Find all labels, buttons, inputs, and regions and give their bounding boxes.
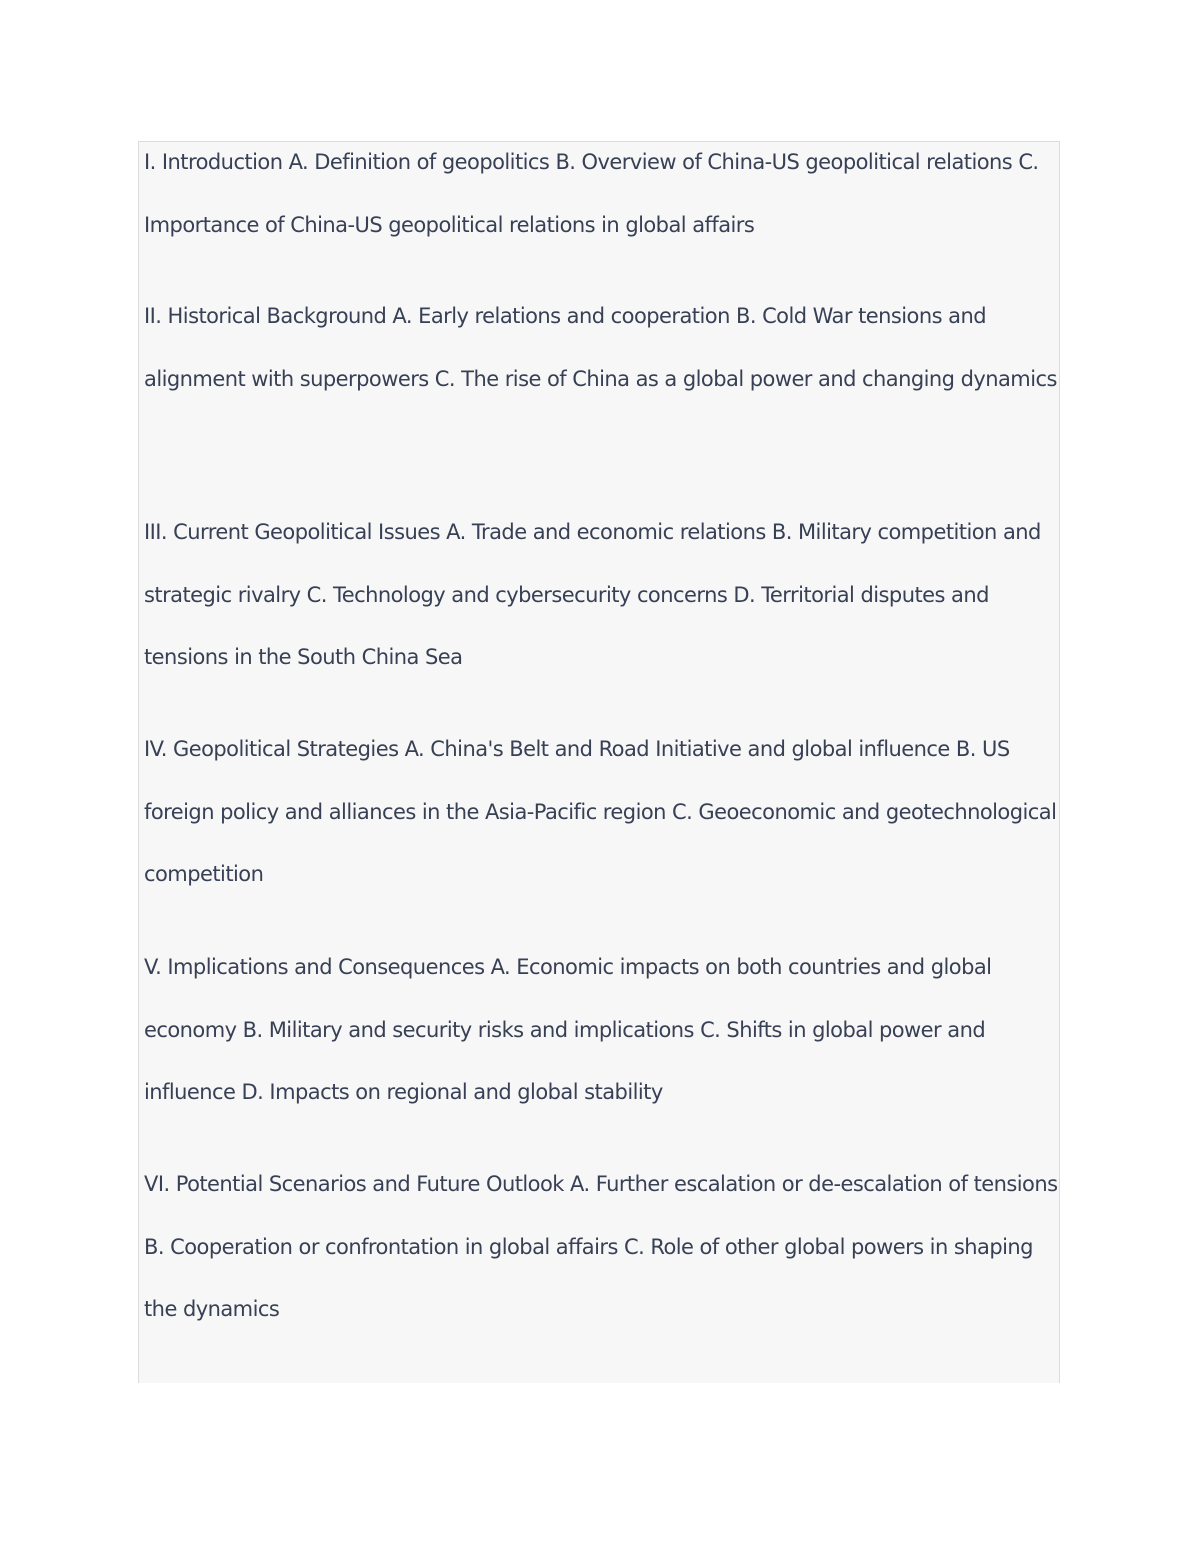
section-strategies: IV. Geopolitical Strategies A. China's Belt and Road Initiative and global influence B. US foreign policy and alliances in the Asia-Pacific region C. Geoeconomic and geotechnological competition	[144, 737, 1057, 886]
section-future-outlook: VI. Potential Scenarios and Future Outlook A. Further escalation or de-escalation of tensions B. Cooperation or confrontation in global affairs C. Role of other global powers in shaping the dynamics	[144, 1172, 1058, 1321]
section-current-issues: III. Current Geopolitical Issues A. Trade and economic relations B. Military competition and strategic rivalry C. Technology and cybersecurity concerns D. Territorial disputes and tensions in the South China Sea	[144, 520, 1041, 669]
outline-text-box	[138, 141, 1060, 1383]
section-introduction: I. Introduction A. Definition of geopolitics B. Overview of China-US geopolitical relations C. Importance of China-US geopolitical relations in global affairs	[144, 150, 1039, 237]
section-historical-background: II. Historical Background A. Early relations and cooperation B. Cold War tensions and alignment with superpowers C. The rise of China as a global power and changing dynamics	[144, 304, 1057, 391]
section-implications: V. Implications and Consequences A. Economic impacts on both countries and global economy B. Military and security risks and implications C. Shifts in global power and influence D. Impacts on regional and global stability	[144, 955, 992, 1104]
